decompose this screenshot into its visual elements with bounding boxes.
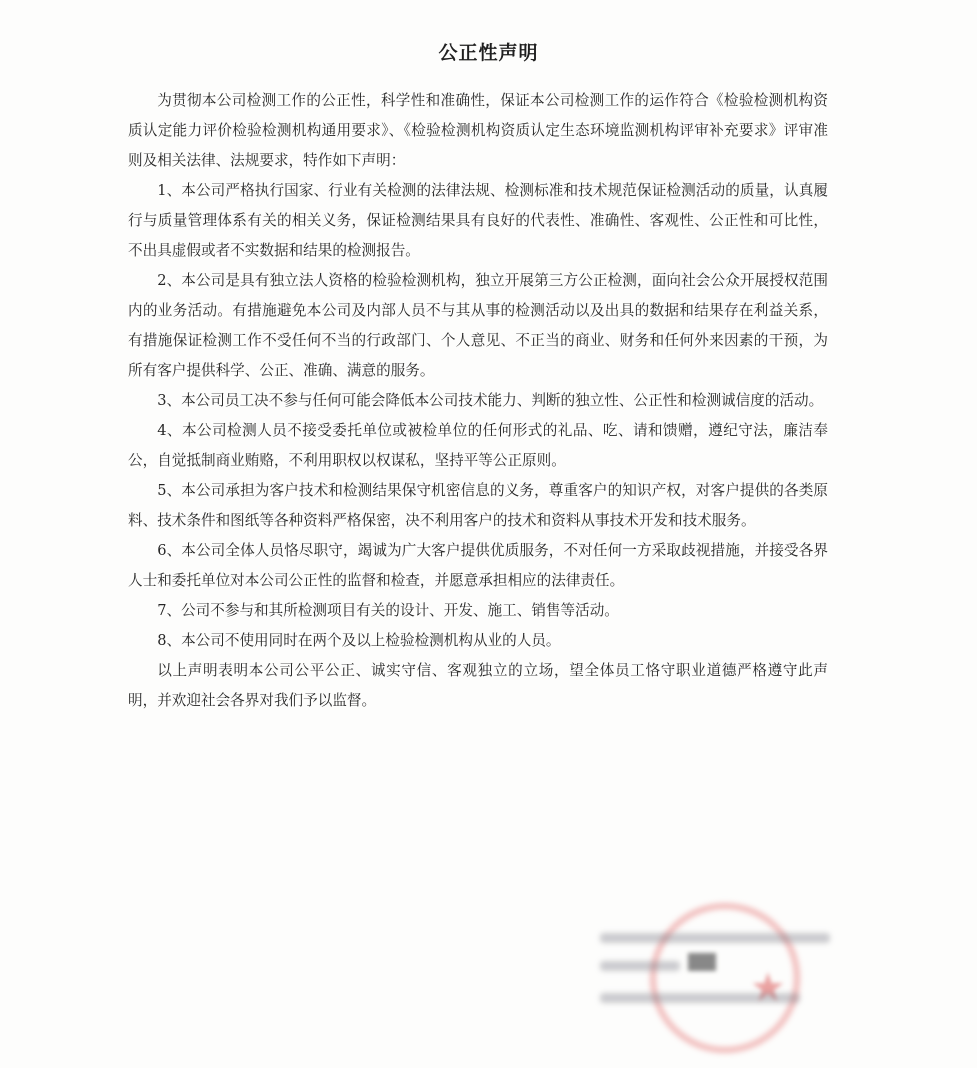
handwritten-signature [688, 953, 716, 971]
paragraph-clause-2: 2、本公司是具有独立法人资格的检验检测机构，独立开展第三方公正检测，面向社会公众开展授权范围内的业务活动。有措施避免本公司及内部人员不与其从事的检测活动以及出具的数据和结果存在利益关系，有措施保证检测工作不受任何不当的行政部门、个人意见、不正当的商业、财务和任何外来因素的干预，为所有客户提供科学、公正、准确、满意的服务。 [128, 272, 828, 379]
signature-block [600, 915, 860, 1035]
paragraph-clause-5: 5、本公司承担为客户技术和检测结果保守机密信息的义务，尊重客户的知识产权，对客户提供的各类原料、技术条件和图纸等各种资料严格保密，决不利用客户的技术和资料从事技术开发和技术服务。 [128, 482, 828, 529]
paragraph-clause-3: 3、本公司员工决不参与任何可能会降低本公司技术能力、判断的独立性、公正性和检测诚信度的活动。 [157, 392, 824, 409]
blurred-signatory [600, 961, 680, 971]
paragraph-clause-6: 6、本公司全体人员恪尽职守，竭诚为广大客户提供优质服务，不对任何一方采取歧视措施，并接受各界人士和委托单位对本公司公正性的监督和检查，并愿意承担相应的法律责任。 [128, 542, 828, 589]
document-body [128, 86, 828, 716]
paragraph-clause-1: 1、本公司严格执行国家、行业有关检测的法律法规、检测标准和技术规范保证检测活动的质量，认真履行与质量管理体系有关的相关义务，保证检测结果具有良好的代表性、准确性、客观性、公正性和可比性，不出具虚假或者不实数据和结果的检测报告。 [128, 182, 828, 259]
blurred-date [600, 993, 800, 1003]
paragraph-clause-7: 7、公司不参与和其所检测项目有关的设计、开发、施工、销售等活动。 [157, 602, 619, 619]
blurred-company-name [600, 933, 830, 943]
paragraph-conclusion: 以上声明表明本公司公平公正、诚实守信、客观独立的立场，望全体员工恪守职业道德严格遵守此声明，并欢迎社会各界对我们予以监督。 [128, 662, 828, 709]
paragraph-intro: 为贯彻本公司检测工作的公正性，科学性和准确性，保证本公司检测工作的运作符合《检验检测机构资质认定能力评价检验检测机构通用要求》、《检验检测机构资质认定生态环境监测机构评审补充要求》评审准则及相关法律、法规要求，特作如下声明： [128, 92, 828, 169]
paragraph-clause-8: 8、本公司不使用同时在两个及以上检验检测机构从业的人员。 [157, 632, 561, 649]
paragraph-clause-4: 4、本公司检测人员不接受委托单位或被检单位的任何形式的礼品、吃、请和馈赠，遵纪守法，廉洁奉公，自觉抵制商业贿赂，不利用职权以权谋私，坚持平等公正原则。 [128, 422, 828, 469]
page-title: 公正性声明 [438, 42, 539, 64]
seal-star-icon: ★ [750, 965, 786, 1011]
